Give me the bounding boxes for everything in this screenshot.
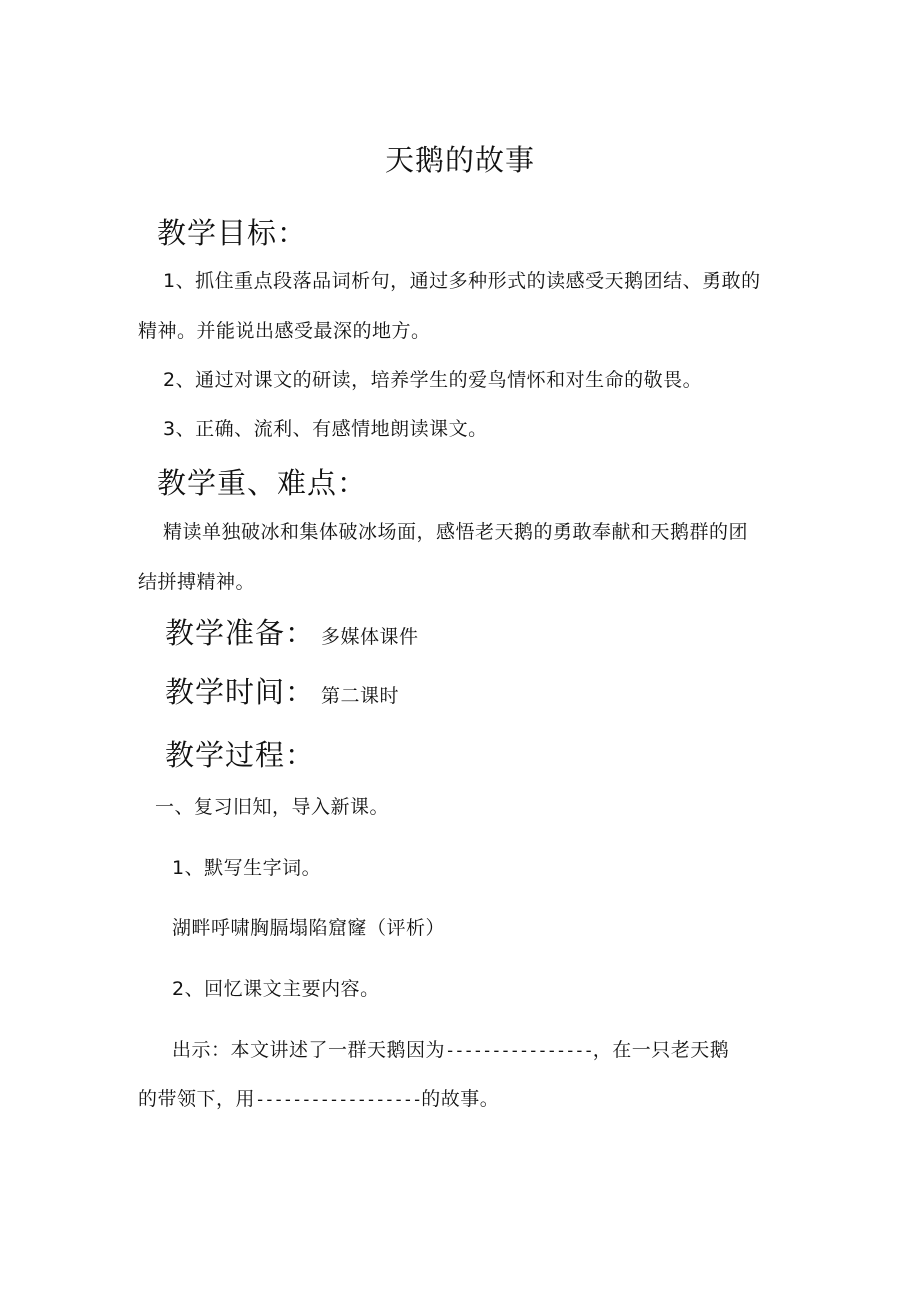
time-label: 教学时间： xyxy=(165,675,316,709)
preparation-row xyxy=(165,616,419,650)
time-row xyxy=(165,675,400,709)
summary-blank-1: ---------------- xyxy=(445,1041,593,1061)
summary-blank-2: ------------------ xyxy=(255,1090,422,1110)
preparation-label: 教学准备： xyxy=(165,616,316,650)
process-section-1: 一、复习旧知，导入新课。 xyxy=(155,796,390,818)
summary-prompt-text-b: ，在一只老天鹅 xyxy=(592,1039,730,1061)
summary-prompt-line-2 xyxy=(138,1090,499,1109)
preparation-value: 多媒体课件 xyxy=(321,626,419,648)
process-step-1: 1、默写生字词。 xyxy=(172,857,322,879)
objective-3: 3、正确、流利、有感情地朗读课文。 xyxy=(163,418,488,440)
objective-2: 2、通过对课文的研读，培养学生的爱鸟情怀和对生命的敬畏。 xyxy=(163,369,703,391)
objectives-heading: 教学目标： xyxy=(157,216,308,250)
key-points-line-2: 结拼搏精神。 xyxy=(138,571,256,593)
document-title: 天鹅的故事 xyxy=(384,143,535,177)
summary-prompt-line-1 xyxy=(172,1041,729,1060)
process-heading: 教学过程： xyxy=(165,738,316,772)
summary-prompt-text-a: 出示：本文讲述了一群天鹅因为 xyxy=(172,1039,446,1061)
objective-1-line-1: 1、抓住重点段落品词析句，通过多种形式的读感受天鹅团结、勇敢的 xyxy=(163,270,761,292)
key-points-heading: 教学重、难点： xyxy=(157,466,368,500)
summary-prompt-text-d: 的故事。 xyxy=(421,1088,500,1110)
vocabulary-words: 湖畔呼啸胸膈塌陷窟窿（评析） xyxy=(172,917,446,939)
objective-1-line-2: 精神。并能说出感受最深的地方。 xyxy=(138,320,431,342)
key-points-line-1: 精读单独破冰和集体破冰场面，感悟老天鹅的勇敢奉献和天鹅群的团 xyxy=(163,521,749,543)
process-step-2: 2、回忆课文主要内容。 xyxy=(172,978,380,1000)
time-value: 第二课时 xyxy=(321,685,400,707)
summary-prompt-text-c: 的带领下，用 xyxy=(138,1088,256,1110)
